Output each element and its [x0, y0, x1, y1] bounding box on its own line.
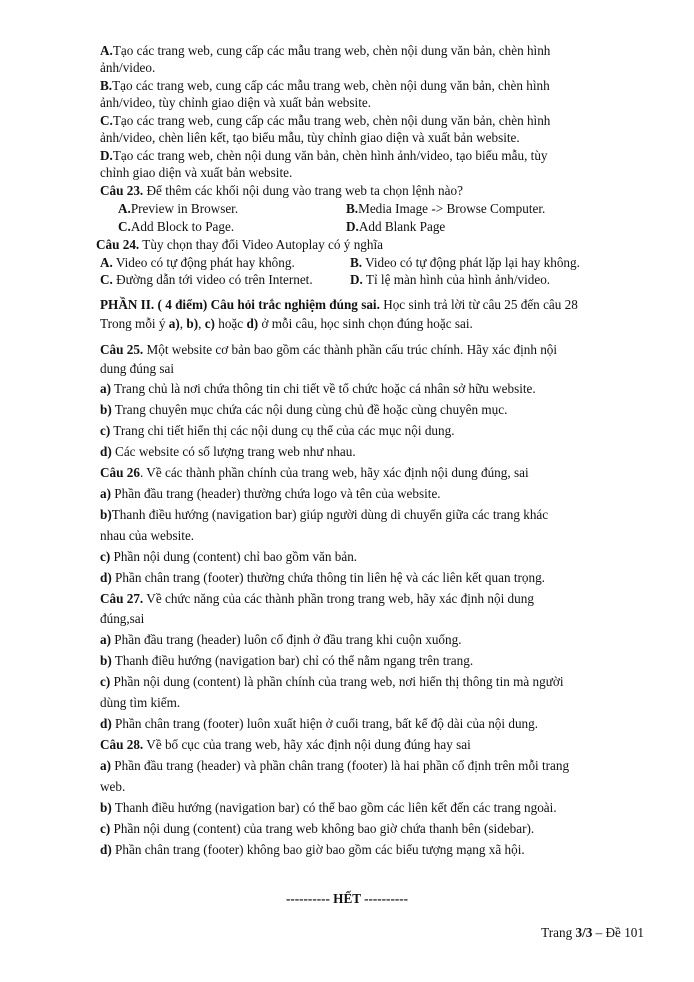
q25-item-b: b) Trang chuyên mục chứa các nội dung cùng chủ đề hoặc cùng chuyên mục. [100, 402, 508, 417]
q24-stem: Câu 24. Tùy chọn thay đổi Video Autoplay có ý nghĩa [96, 237, 383, 252]
end-marker: ---------- HẾT ---------- [285, 891, 409, 906]
q23-option-c: C.Add Block to Page. [118, 219, 235, 234]
q26-stem: Câu 26. Về các thành phần chính của trang web, hãy xác định nội dung đúng, sai [100, 465, 529, 480]
q25-item-d: d) Các website có số lượng trang web như nhau. [100, 444, 356, 459]
q22-option-b: B.Tạo các trang web, cung cấp các mẫu trang web, chèn nội dung văn bản, chèn hình [100, 78, 550, 93]
q23-stem: Câu 23. Để thêm các khối nội dung vào trang web ta chọn lệnh nào? [100, 183, 463, 198]
q26-item-d: d) Phần chân trang (footer) thường chứa thông tin liên hệ và các liên kết quan trọng. [100, 570, 545, 585]
q22-option-a: A.Tạo các trang web, cung cấp các mẫu trang web, chèn nội dung văn bản, chèn hình [100, 43, 551, 58]
q28-item-a: a) Phần đầu trang (header) và phần chân trang (footer) là hai phần cố định trên mỗi trang [100, 758, 570, 773]
q26-item-c: c) Phần nội dung (content) chỉ bao gồm văn bản. [100, 549, 358, 564]
q27-item-d: d) Phần chân trang (footer) luôn xuất hiện ở cuối trang, bất kể độ dài của nội dung. [100, 716, 539, 731]
q28-item-a-cont: web. [100, 779, 126, 794]
q28-item-c: c) Phần nội dung (content) của trang web không bao giờ chứa thanh bên (sidebar). [100, 821, 535, 836]
q27-item-c-cont: dùng tìm kiếm. [100, 695, 181, 710]
q22-option-d-cont: chỉnh giao diện và xuất bản website. [100, 165, 293, 180]
q26-item-a: a) Phần đầu trang (header) thường chứa logo và tên của website. [100, 486, 441, 501]
q27-item-a: a) Phần đầu trang (header) luôn cố định ở đầu trang khi cuộn xuống. [100, 632, 462, 647]
q27-item-c: c) Phần nội dung (content) là phần chính của trang web, nơi hiển thị thông tin mà người [100, 674, 564, 689]
q22-option-c: C.Tạo các trang web, cung cấp các mẫu trang web, chèn nội dung văn bản, chèn hình [100, 113, 551, 128]
q28-stem: Câu 28. Về bố cục của trang web, hãy xác định nội dung đúng hay sai [100, 737, 471, 752]
q24-option-b: B. Video có tự động phát lặp lại hay không. [350, 255, 580, 270]
q22-option-b-cont: ảnh/video, tùy chỉnh giao diện và xuất bản website. [100, 95, 372, 110]
q24-option-d: D. Tỉ lệ màn hình của hình ảnh/video. [350, 272, 551, 287]
part2-instructions: Trong mỗi ý a), b), c) hoặc d) ở mỗi câu, học sinh chọn đúng hoặc sai. [100, 316, 473, 331]
q23-option-a: A.Preview in Browser. [118, 201, 239, 216]
q26-item-b-cont: nhau của website. [100, 528, 195, 543]
q28-item-d: d) Phần chân trang (footer) không bao giờ bao gồm các biểu tượng mạng xã hội. [100, 842, 525, 857]
q25-stem: Câu 25. Một website cơ bản bao gồm các thành phần cấu trúc chính. Hãy xác định nội [100, 342, 558, 357]
q28-item-b: b) Thanh điều hướng (navigation bar) có thể bao gồm các liên kết đến các trang ngoài. [100, 800, 557, 815]
q26-item-b: b)Thanh điều hướng (navigation bar) giúp người dùng di chuyển giữa các trang khác [100, 507, 549, 522]
q25-item-c: c) Trang chi tiết hiển thị các nội dung cụ thể của các mục nội dung. [100, 423, 455, 438]
q23-option-b: B.Media Image -> Browse Computer. [346, 201, 546, 216]
q25-item-a: a) Trang chủ là nơi chứa thông tin chi tiết về tổ chức hoặc cá nhân sở hữu website. [100, 381, 536, 396]
part2-heading: PHẦN II. ( 4 điểm) Câu hỏi trắc nghiệm đúng sai. Học sinh trả lời từ câu 25 đến câu 28 [100, 297, 578, 312]
q24-option-a: A. Video có tự động phát hay không. [100, 255, 295, 270]
q22-option-a-cont: ảnh/video. [100, 60, 156, 75]
q22-option-c-cont: ảnh/video, chèn liên kết, tạo biểu mẫu, tùy chỉnh giao diện và xuất bản website. [100, 130, 520, 145]
q27-item-b: b) Thanh điều hướng (navigation bar) chỉ có thể nằm ngang trên trang. [100, 653, 474, 668]
q23-option-d: D.Add Blank Page [346, 219, 446, 234]
q24-option-c: C. Đường dẫn tới video có trên Internet. [100, 272, 313, 287]
page-footer: Trang 3/3 – Đề 101 [541, 925, 644, 940]
q27-stem-cont: đúng,sai [100, 611, 145, 626]
q25-stem-cont: dung đúng sai [100, 361, 174, 376]
q27-stem: Câu 27. Về chức năng của các thành phần trong trang web, hãy xác định nội dung [100, 591, 534, 606]
q22-option-d: D.Tạo các trang web, chèn nội dung văn bản, chèn hình ảnh/video, tạo biểu mẫu, tùy [100, 148, 548, 163]
